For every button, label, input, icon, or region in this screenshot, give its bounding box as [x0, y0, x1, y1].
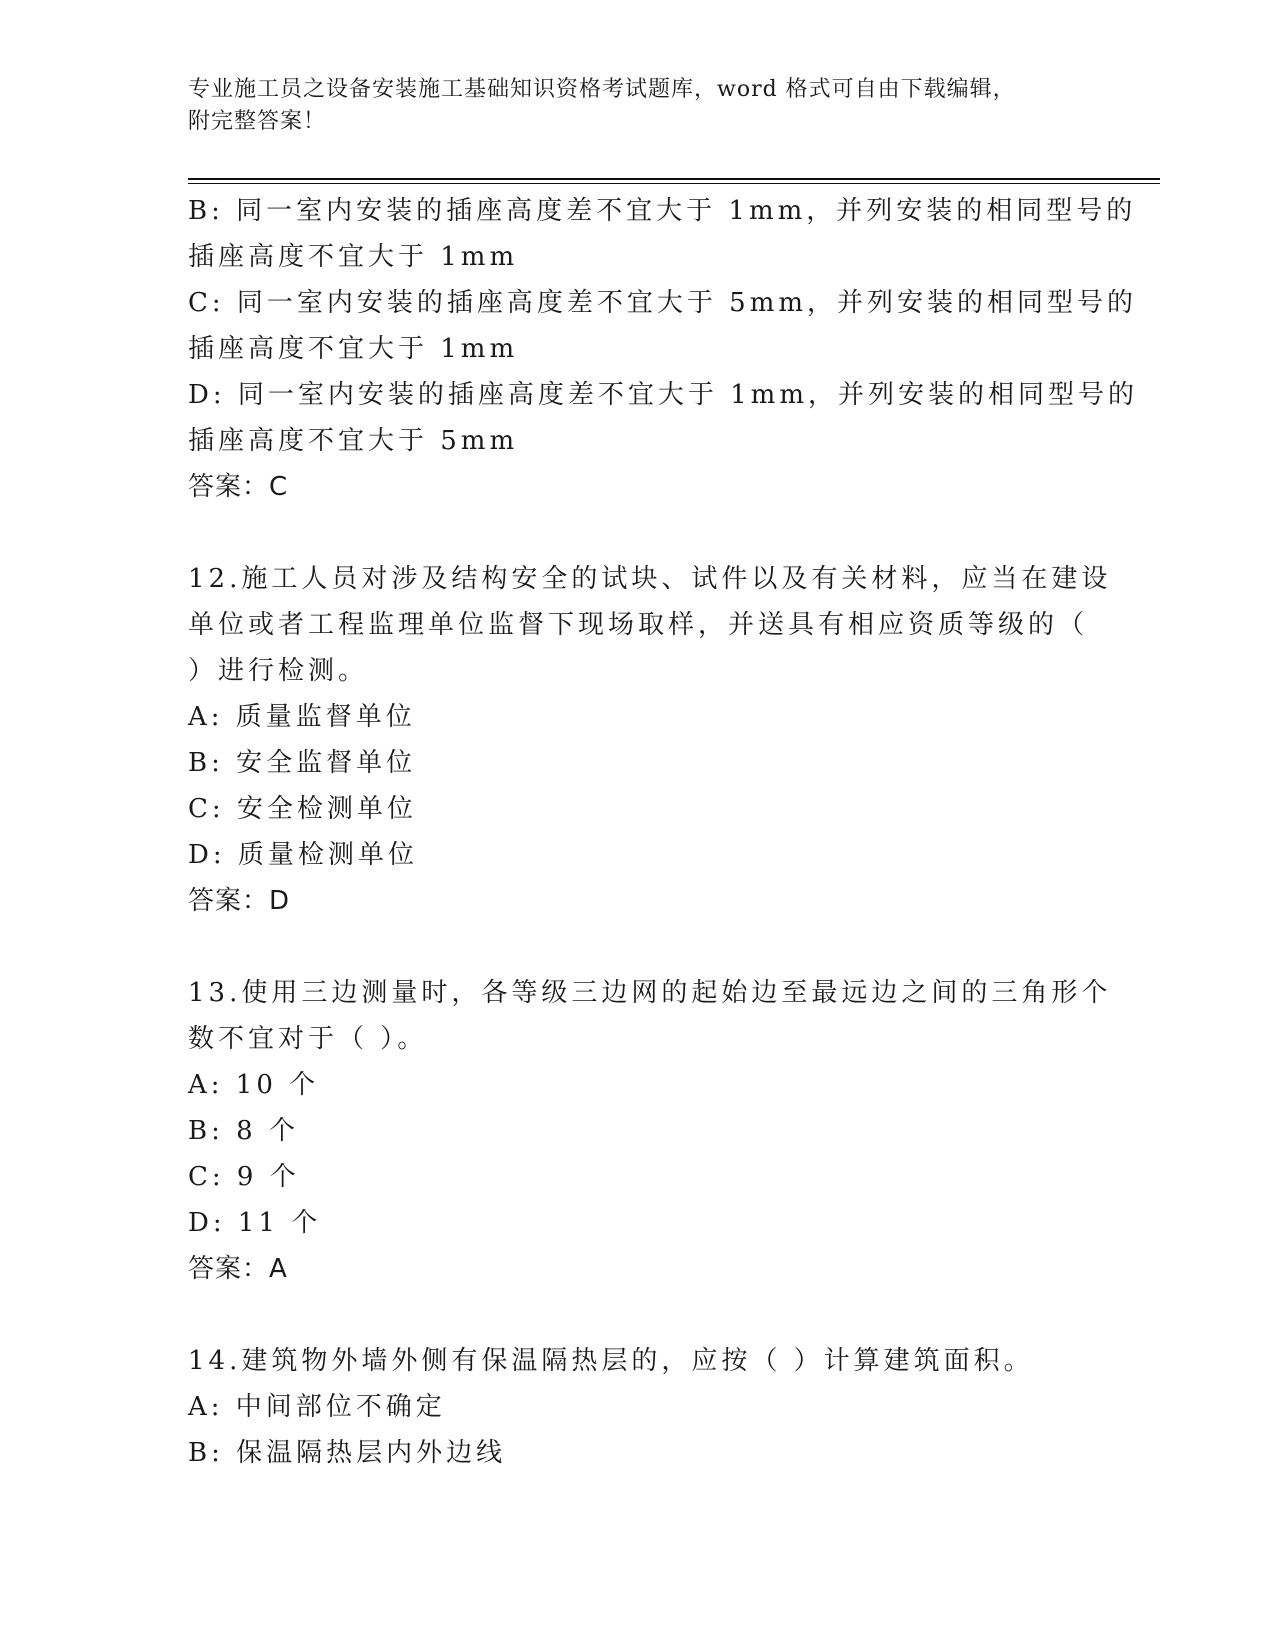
- question-12-block: [188, 556, 1112, 924]
- q13-option-b: B: 8 个: [188, 1116, 299, 1146]
- header-line-1: 专业施工员之设备安装施工基础知识资格考试题库，word 格式可自由下载编辑，: [188, 77, 1016, 102]
- q12-option-b: B: 安全监督单位: [188, 748, 417, 778]
- q11-option-b-line-2: 插座高度不宜大于 1mm: [188, 242, 519, 272]
- q14-option-a: A: 中间部位不确定: [188, 1392, 446, 1422]
- q11-option-d-line-1: D: 同一室内安装的插座高度差不宜大于 1mm，并列安装的相同型号的: [188, 380, 1138, 410]
- q13-question-line-2: 数不宜对于（ ）。: [188, 1024, 428, 1054]
- q12-question-line-1: 12.施工人员对涉及结构安全的试块、试件以及有关材料，应当在建设: [188, 564, 1112, 594]
- q11-option-c-line-1: C: 同一室内安装的插座高度差不宜大于 5mm，并列安装的相同型号的: [188, 288, 1138, 318]
- q12-question-line-3: ）进行检测。: [188, 656, 369, 686]
- question-13-block: [188, 970, 1112, 1292]
- q12-option-d: D: 质量检测单位: [188, 840, 418, 870]
- q13-option-d: D: 11 个: [188, 1208, 322, 1238]
- q14-question-line-1: 14.建筑物外墙外侧有保温隔热层的，应按（ ）计算建筑面积。: [188, 1346, 1034, 1376]
- spacer: [188, 1292, 1088, 1338]
- q13-option-a: A: 10 个: [188, 1070, 320, 1100]
- header-divider-thin: [188, 183, 1160, 184]
- header-divider-thick: [188, 178, 1160, 180]
- q13-option-c: C: 9 个: [188, 1162, 300, 1192]
- q11-option-c-line-2: 插座高度不宜大于 1mm: [188, 334, 519, 364]
- q11-option-b-line-1: B: 同一室内安装的插座高度差不宜大于 1mm，并列安装的相同型号的: [188, 196, 1137, 226]
- q13-question-line-1: 13.使用三边测量时，各等级三边网的起始边至最远边之间的三角形个: [188, 978, 1112, 1008]
- q13-answer: 答案：A: [188, 1254, 288, 1284]
- document-header: [188, 74, 1068, 138]
- q12-option-a: A: 质量监督单位: [188, 702, 416, 732]
- spacer: [188, 510, 1088, 556]
- q12-question-line-2: 单位或者工程监理单位监督下现场取样，并送具有相应资质等级的（: [188, 610, 1089, 640]
- q14-option-b: B: 保温隔热层内外边线: [188, 1438, 507, 1468]
- q12-answer: 答案：D: [188, 886, 291, 916]
- question-11-block: [188, 188, 1138, 510]
- header-line-2: 附完整答案！: [188, 109, 327, 134]
- question-14-block: [188, 1338, 1088, 1476]
- q11-answer: 答案：C: [188, 472, 289, 502]
- spacer: [188, 924, 1088, 970]
- question-content: [188, 188, 1138, 1476]
- q11-option-d-line-2: 插座高度不宜大于 5mm: [188, 426, 519, 456]
- q12-option-c: C: 安全检测单位: [188, 794, 417, 824]
